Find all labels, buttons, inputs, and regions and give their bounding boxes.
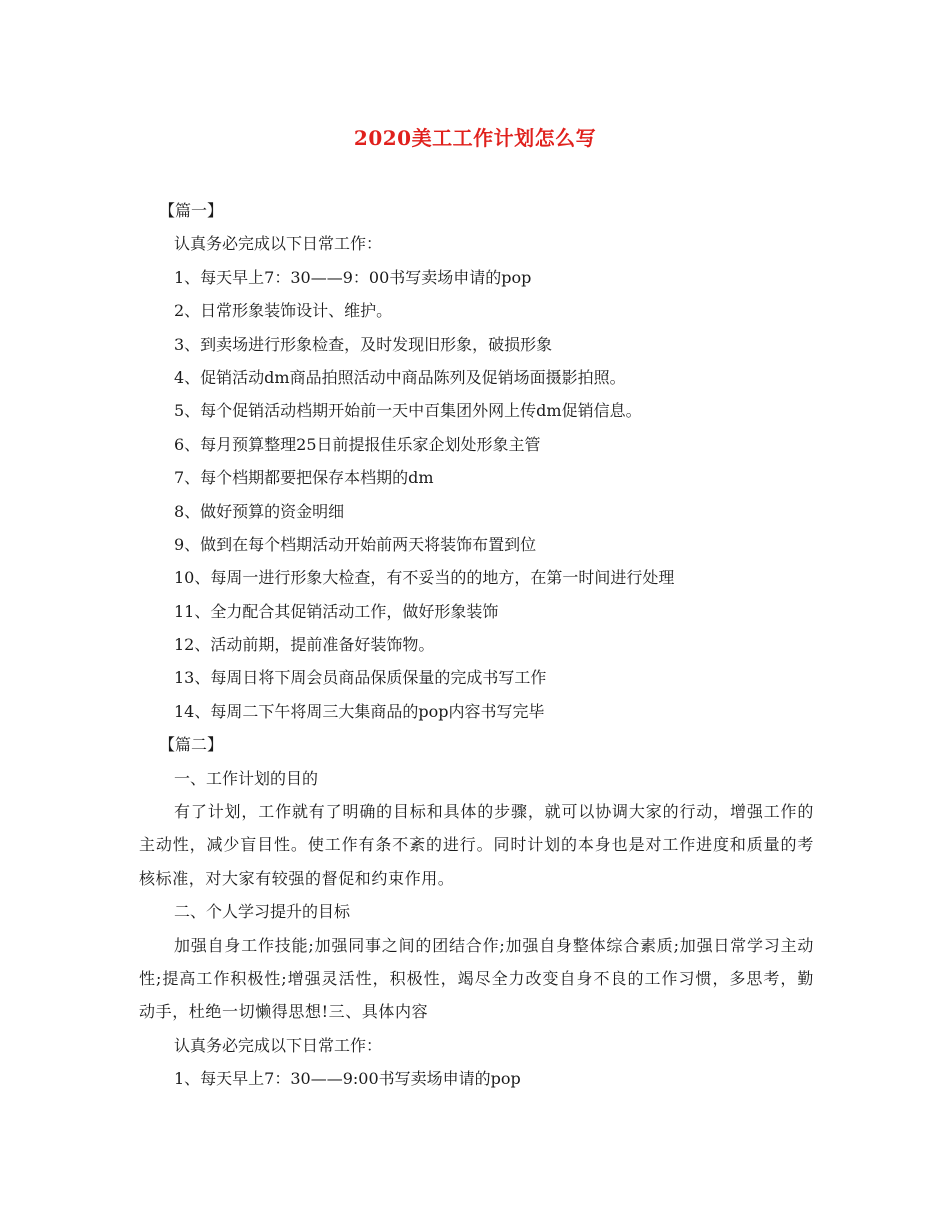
list-item: 13、每周日将下周会员商品保质保量的完成书写工作	[174, 668, 547, 688]
list-item: 4、促销活动dm商品拍照活动中商品陈列及促销场面摄影拍照。	[174, 367, 626, 387]
paragraph-learning-goals: 加强自身工作技能;加强同事之间的团结合作;加强自身整体综合素质;加强日常学习主动性;提高工作积极性;增强灵活性，积极性，竭尽全力改变自身不良的工作习惯，多思考，勤动手，杜绝一切懒得思想!三、具体内容	[139, 935, 814, 1022]
section-heading-part2: 【篇二】	[159, 735, 224, 755]
paragraph-purpose: 有了计划，工作就有了明确的目标和具体的步骤，就可以协调大家的行动，增强工作的主动性，减少盲目性。使工作有条不紊的进行。同时计划的本身也是对工作进度和质量的考核标准，对大家有较强的督促和约束作用。	[139, 802, 814, 888]
list-item: 9、做到在每个档期活动开始前两天将装饰布置到位	[174, 534, 537, 554]
list-item: 1、每天早上7：30——9：00书写卖场申请的pop	[174, 267, 532, 287]
part2-intro: 认真务必完成以下日常工作：	[174, 1035, 383, 1055]
document-body	[139, 194, 814, 1096]
list-item: 8、做好预算的资金明细	[174, 501, 345, 521]
list-item: 6、每月预算整理25日前提报佳乐家企划处形象主管	[174, 434, 541, 454]
list-item: 12、活动前期，提前准备好装饰物。	[174, 635, 435, 655]
part1-task-list	[139, 261, 814, 728]
list-item: 5、每个促销活动档期开始前一天中百集团外网上传dm促销信息。	[174, 401, 642, 421]
list-item: 7、每个档期都要把保存本档期的dm	[174, 468, 434, 488]
document-title: 2020美工工作计划怎么写	[353, 126, 597, 150]
list-item: 10、每周一进行形象大检查，有不妥当的的地方，在第一时间进行处理	[174, 568, 675, 588]
part1-intro: 认真务必完成以下日常工作：	[174, 234, 383, 254]
list-item: 2、日常形象装饰设计、维护。	[174, 301, 393, 321]
subheading-learning-goals: 二、个人学习提升的目标	[174, 902, 351, 922]
section-heading-part1: 【篇一】	[159, 201, 224, 220]
list-item: 14、每周二下午将周三大集商品的pop内容书写完毕	[174, 701, 545, 721]
subheading-purpose: 一、工作计划的目的	[174, 768, 319, 788]
list-item: 3、到卖场进行形象检查，及时发现旧形象，破损形象	[174, 334, 553, 354]
list-item: 1、每天早上7：30——9:00书写卖场申请的pop	[174, 1069, 521, 1089]
list-item: 11、全力配合其促销活动工作，做好形象装饰	[174, 601, 499, 621]
